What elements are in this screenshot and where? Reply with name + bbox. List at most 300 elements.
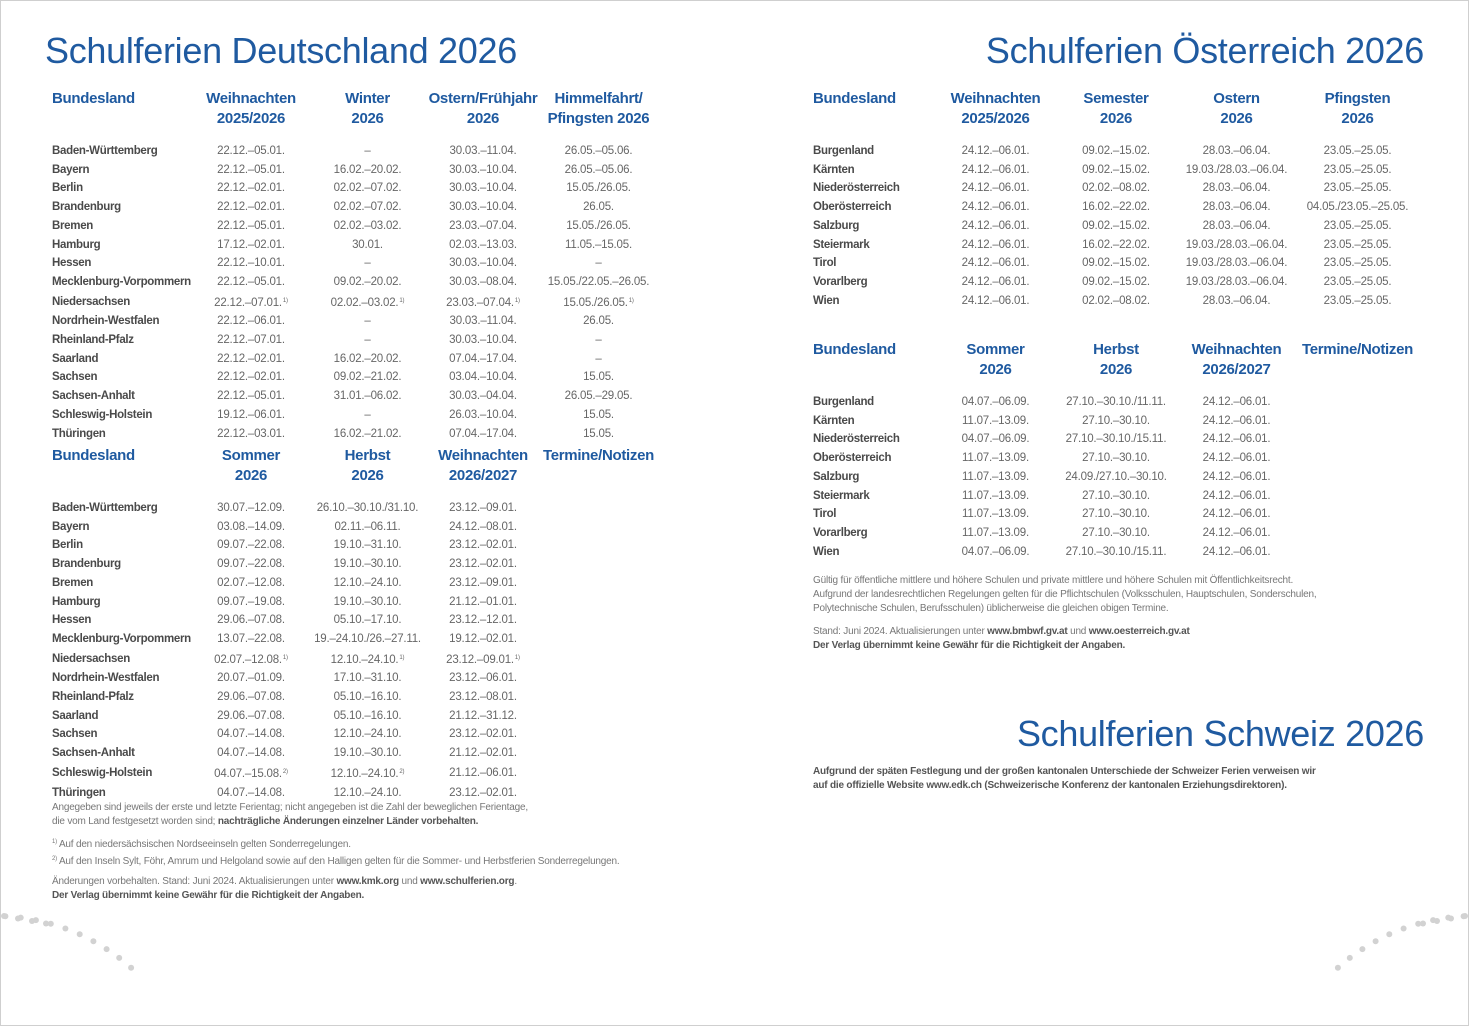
date-range-cell: [935, 217, 1056, 236]
table-row: [813, 468, 1418, 487]
date-range-cell: [935, 543, 1056, 562]
column-header: [425, 89, 541, 142]
cell-text: 21.12.–06.01.: [449, 766, 517, 779]
table-row: [813, 487, 1418, 506]
cell-text: 27.10.–30.10./15.11.: [1065, 545, 1167, 558]
cell-text: 22.12.–05.01.: [217, 163, 285, 176]
cell-text: 27.10.–30.10./11.11.: [1066, 396, 1166, 408]
column-header-text: Termine/Notizen: [1301, 341, 1414, 358]
column-header-text: Pfingsten 2026: [547, 110, 650, 127]
cell-text: Sachsen: [52, 371, 98, 384]
state-name-cell: [52, 649, 192, 670]
cell-text: 05.10.–16.10.: [333, 709, 402, 722]
date-range-cell: [192, 142, 310, 161]
date-range-cell: [192, 593, 310, 612]
cell-text: 23.05.–25.05.: [1323, 182, 1392, 195]
date-range-cell: [192, 425, 310, 444]
column-header-text: Termine/Notizen: [542, 447, 655, 464]
column-header-text: Bundesland: [52, 90, 135, 107]
date-range-cell: [541, 744, 656, 763]
decorative-dots-left: [0, 900, 140, 1026]
table-row: [52, 273, 656, 292]
date-range-cell: [1176, 273, 1297, 292]
switzerland-note-line: [813, 779, 1316, 793]
cell-text: 24.12.–06.01.: [1202, 414, 1271, 427]
cell-text: 23.12.–09.01.: [449, 576, 517, 589]
column-header-text: Pfingsten: [1324, 90, 1391, 107]
table-row: [52, 142, 656, 161]
date-range-cell: [310, 198, 425, 217]
cell-text: Thüringen: [52, 786, 106, 799]
cell-text: 02.02.–03.02.: [330, 296, 399, 309]
cell-text: 09.02.–15.02.: [1082, 275, 1150, 288]
date-range-cell: [310, 611, 425, 630]
cell-text: 02.11.–06.11.: [334, 520, 401, 533]
cell-text: 04.07.–06.09.: [961, 545, 1030, 558]
date-range-cell: [541, 707, 656, 726]
date-range-cell: [1297, 273, 1418, 292]
date-range-cell: [935, 198, 1056, 217]
cell-text: 04.05./23.05.–25.05.: [1306, 201, 1409, 214]
cell-text: Vorarlberg: [813, 526, 868, 539]
date-range-cell: [1176, 468, 1297, 487]
footnote-mark: 1): [514, 654, 520, 661]
cell-text: Sachsen-Anhalt: [52, 747, 135, 760]
cell-text: –: [364, 334, 371, 347]
cell-text: 19.03./28.03.–06.04.: [1185, 257, 1288, 270]
cell-text: Salzburg: [813, 470, 860, 483]
column-header-text: Weihnachten: [438, 447, 528, 464]
kmk-link[interactable]: www.kmk.org: [336, 876, 399, 887]
table-row: [52, 368, 656, 387]
cell-text: 24.12.–06.01.: [1202, 545, 1271, 558]
state-name-cell: [813, 468, 935, 487]
date-range-cell: [541, 254, 656, 273]
date-range-cell: [192, 368, 310, 387]
date-range-cell: [541, 312, 656, 331]
cell-text: 02.03.–13.03.: [449, 238, 517, 251]
date-range-cell: [425, 611, 541, 630]
note-text: Änderungen vorbehalten. Stand: Juni 2024. Aktualisierungen unter: [52, 876, 337, 887]
oesterreich-link[interactable]: www.oesterreich.gv.at: [1088, 626, 1190, 637]
cell-text: –: [364, 257, 371, 270]
date-range-cell: [310, 312, 425, 331]
table-row: [52, 688, 656, 707]
date-range-cell: [192, 744, 310, 763]
date-range-cell: [541, 611, 656, 630]
cell-text: 24.12.–06.01.: [961, 145, 1030, 157]
cell-text: 23.12.–06.01.: [449, 672, 517, 685]
date-range-cell: [1297, 543, 1418, 562]
date-range-cell: [1056, 198, 1176, 217]
date-range-cell: [1297, 505, 1418, 524]
bmbwf-link[interactable]: www.bmbwf.gv.at: [987, 626, 1068, 637]
date-range-cell: [1056, 142, 1176, 161]
cell-text: 19.03./28.03.–06.04.: [1185, 238, 1288, 251]
column-header-text: 2026/2027: [448, 467, 518, 484]
cell-text: 23.05.–25.05.: [1323, 219, 1392, 232]
cell-text: Hessen: [52, 257, 92, 270]
table-row: [813, 430, 1418, 449]
cell-text: –: [595, 334, 602, 347]
cell-text: 03.08.–14.09.: [217, 520, 285, 533]
decorative-dot: [104, 946, 110, 952]
cell-text: 12.10.–24.10.: [330, 767, 399, 780]
date-range-cell: [192, 784, 310, 803]
switzerland-title: Schulferien Schweiz 2026: [1016, 713, 1424, 754]
cell-text: 30.03.–04.04.: [449, 390, 517, 403]
state-name-cell: [813, 449, 935, 468]
date-range-cell: [425, 555, 541, 574]
cell-text: 30.03.–11.04.: [449, 145, 517, 157]
date-range-cell: [1056, 161, 1176, 180]
table-header-row: [813, 89, 1418, 142]
cell-text: 23.12.–09.01.: [449, 502, 517, 514]
cell-text: 20.07.–01.09.: [217, 672, 285, 685]
date-range-cell: [425, 292, 541, 313]
column-header-text: 2025/2026: [961, 110, 1030, 127]
column-header: [192, 89, 310, 142]
table-row: [52, 574, 656, 593]
date-range-cell: [425, 707, 541, 726]
date-range-cell: [310, 707, 425, 726]
cell-text: Oberösterreich: [813, 452, 892, 465]
date-range-cell: [310, 499, 425, 518]
date-range-cell: [425, 763, 541, 784]
date-range-cell: [310, 217, 425, 236]
cell-text: 21.12.–01.01.: [449, 595, 517, 608]
date-range-cell: [425, 198, 541, 217]
note-text: .: [514, 876, 517, 887]
cell-text: 28.03.–06.04.: [1202, 201, 1271, 214]
date-range-cell: [425, 217, 541, 236]
cell-text: 28.03.–06.04.: [1202, 294, 1271, 307]
cell-text: 16.02.–21.02.: [333, 427, 402, 440]
cell-text: 29.06.–07.08.: [217, 614, 285, 627]
cell-text: Steiermark: [813, 489, 870, 502]
column-header: [310, 446, 425, 499]
date-range-cell: [1176, 142, 1297, 161]
column-header: [1176, 340, 1297, 393]
state-name-cell: [813, 505, 935, 524]
column-header-text: Weihnachten: [950, 90, 1041, 107]
cell-text: Salzburg: [813, 219, 860, 232]
cell-text: 28.03.–06.04.: [1202, 219, 1271, 232]
column-header-text: Bundesland: [52, 447, 135, 464]
state-name-cell: [52, 574, 192, 593]
date-range-cell: [425, 350, 541, 369]
cell-text: 22.12.–10.01.: [217, 257, 285, 270]
cell-text: 15.05./26.05.: [563, 296, 628, 309]
footnote-text: Auf den Inseln Sylt, Föhr, Amrum und Helgoland sowie auf den Halligen gelten für die Sommer- und Herbstferien Sonderregelungen.: [56, 856, 620, 867]
cell-text: 26.05.–29.05.: [564, 390, 633, 403]
date-range-cell: [1056, 524, 1176, 543]
state-name-cell: [52, 142, 192, 161]
date-range-cell: [192, 179, 310, 198]
date-range-cell: [310, 555, 425, 574]
cell-text: 22.12.–05.01.: [217, 219, 285, 232]
cell-text: Schleswig-Holstein: [52, 766, 153, 779]
column-header-text: Bundesland: [813, 341, 896, 358]
date-range-cell: [425, 387, 541, 406]
date-range-cell: [935, 254, 1056, 273]
date-range-cell: [310, 593, 425, 612]
state-name-cell: [52, 725, 192, 744]
cell-text: 22.12.–05.01.: [217, 275, 285, 288]
date-range-cell: [935, 142, 1056, 161]
cell-text: 24.12.–06.01.: [1202, 508, 1271, 521]
decorative-dot: [1386, 931, 1392, 937]
date-range-cell: [935, 273, 1056, 292]
column-header: [1297, 340, 1418, 393]
date-range-cell: [310, 273, 425, 292]
cell-text: Bremen: [52, 576, 94, 589]
date-range-cell: [192, 273, 310, 292]
cell-text: Saarland: [52, 352, 99, 365]
date-range-cell: [541, 198, 656, 217]
column-header-text: 2026: [1099, 361, 1133, 378]
state-name-cell: [813, 273, 935, 292]
cell-text: 22.12.–02.01.: [217, 182, 285, 195]
cell-text: 22.12.–07.01.: [214, 296, 282, 309]
date-range-cell: [1176, 524, 1297, 543]
date-range-cell: [192, 254, 310, 273]
date-range-cell: [1056, 273, 1176, 292]
state-name-cell: [52, 536, 192, 555]
cell-text: 02.07.–12.08.: [214, 653, 282, 666]
cell-text: 09.02.–15.02.: [1082, 257, 1150, 270]
date-range-cell: [425, 368, 541, 387]
cell-text: Nordrhein-Westfalen: [52, 315, 160, 328]
column-header-text: Weihnachten: [1191, 341, 1282, 358]
date-range-cell: [192, 198, 310, 217]
date-range-cell: [310, 536, 425, 555]
date-range-cell: [425, 499, 541, 518]
cell-text: 02.02.–03.02.: [333, 219, 402, 232]
state-name-cell: [52, 217, 192, 236]
date-range-cell: [192, 518, 310, 537]
date-range-cell: [192, 630, 310, 649]
state-name-cell: [52, 406, 192, 425]
date-range-cell: [425, 236, 541, 255]
table-row: [52, 744, 656, 763]
date-range-cell: [541, 725, 656, 744]
column-header: [425, 446, 541, 499]
decorative-dot: [1347, 955, 1353, 961]
cell-text: 09.02.–15.02.: [1082, 145, 1150, 157]
date-range-cell: [1176, 179, 1297, 198]
table-row: [52, 725, 656, 744]
date-range-cell: [425, 574, 541, 593]
date-range-cell: [1297, 179, 1418, 198]
cell-text: 21.12.–02.01.: [449, 747, 517, 760]
cell-text: 24.12.–06.01.: [1202, 526, 1271, 539]
table-row: [813, 543, 1418, 562]
switzerland-text: auf die offizielle Website www.edk.ch (Schweizerische Konferenz der kantonalen Erziehungsdirektoren).: [813, 780, 1287, 791]
cell-text: 23.12.–02.01.: [449, 728, 517, 741]
cell-text: 28.03.–06.04.: [1202, 182, 1271, 195]
date-range-cell: [310, 574, 425, 593]
date-range-cell: [541, 574, 656, 593]
decorative-dot: [1, 913, 7, 919]
switzerland-note-line: [813, 765, 1316, 779]
table-row: [52, 312, 656, 331]
cell-text: Mecklenburg-Vorpommern: [52, 632, 191, 645]
cell-text: 02.02.–07.02.: [333, 182, 402, 195]
cell-text: 23.12.–08.01.: [449, 691, 517, 704]
cell-text: Bayern: [52, 163, 90, 176]
column-header: [192, 446, 310, 499]
cell-text: 09.07.–22.08.: [217, 539, 285, 552]
cell-text: 30.03.–10.04.: [449, 182, 517, 195]
germany-update-line: [52, 875, 619, 889]
cell-text: 15.05.: [583, 408, 614, 421]
table-row: [813, 142, 1418, 161]
state-name-cell: [52, 611, 192, 630]
column-header-text: 2025/2026: [216, 110, 286, 127]
germany-title: Schulferien Deutschland 2026: [45, 30, 517, 71]
cell-text: 27.10.–30.10.: [1082, 414, 1150, 427]
cell-text: 22.12.–06.01.: [217, 315, 285, 328]
cell-text: Vorarlberg: [813, 275, 868, 288]
date-range-cell: [541, 350, 656, 369]
cell-text: 07.04.–17.04.: [449, 427, 517, 440]
cell-text: 11.07.–13.09.: [962, 452, 1029, 465]
cell-text: 22.12.–02.01.: [217, 352, 285, 365]
table-row: [52, 555, 656, 574]
decorative-dot: [1373, 938, 1379, 944]
cell-text: –: [364, 145, 371, 157]
cell-text: 23.05.–25.05.: [1323, 294, 1392, 307]
cell-text: Saarland: [52, 709, 99, 722]
schulferien-link[interactable]: www.schulferien.org: [420, 876, 515, 887]
state-name-cell: [52, 707, 192, 726]
state-name-cell: [52, 387, 192, 406]
decorative-dot: [1359, 946, 1365, 952]
disclaimer-text: Der Verlag übernimmt keine Gewähr für die Richtigkeit der Angaben.: [52, 890, 365, 901]
date-range-cell: [425, 142, 541, 161]
cell-text: 05.10.–17.10.: [333, 614, 402, 627]
cell-text: 09.02.–15.02.: [1082, 219, 1150, 232]
cell-text: Berlin: [52, 182, 83, 195]
date-range-cell: [1176, 292, 1297, 311]
date-range-cell: [935, 236, 1056, 255]
column-header: [310, 89, 425, 142]
column-header: [1056, 340, 1176, 393]
decorative-dot: [15, 916, 21, 922]
cell-text: Niedersachsen: [52, 652, 130, 665]
cell-text: 30.07.–12.09.: [217, 502, 285, 514]
germany-notes: [52, 801, 619, 903]
cell-text: 28.03.–06.04.: [1202, 145, 1271, 157]
date-range-cell: [541, 292, 656, 313]
date-range-cell: [310, 688, 425, 707]
footnote-mark: 1): [282, 297, 288, 304]
cell-text: 22.12.–03.01.: [217, 427, 285, 440]
cell-text: Tirol: [813, 508, 837, 521]
date-range-cell: [310, 406, 425, 425]
column-header-text: Herbst: [344, 447, 391, 464]
cell-text: 24.12.–06.01.: [961, 182, 1030, 195]
table-row: [52, 499, 656, 518]
column-header-text: Himmelfahrt/: [554, 90, 643, 107]
cell-text: 23.03.–07.04.: [446, 296, 514, 309]
cell-text: 09.02.–15.02.: [1082, 163, 1150, 176]
date-range-cell: [1297, 217, 1418, 236]
cell-text: 21.12.–31.12.: [449, 709, 517, 722]
state-name-cell: [52, 555, 192, 574]
date-range-cell: [1297, 292, 1418, 311]
date-range-cell: [425, 312, 541, 331]
cell-text: 24.12.–06.01.: [1202, 452, 1271, 465]
date-range-cell: [425, 784, 541, 803]
date-range-cell: [310, 669, 425, 688]
table-row: [52, 179, 656, 198]
note-text: Stand: Juni 2024. Aktualisierungen unter: [813, 626, 988, 637]
cell-text: Rheinland-Pfalz: [52, 691, 134, 704]
date-range-cell: [425, 331, 541, 350]
cell-text: 11.07.–13.09.: [962, 470, 1029, 483]
date-range-cell: [1056, 449, 1176, 468]
date-range-cell: [1056, 412, 1176, 431]
cell-text: Kärnten: [813, 414, 855, 427]
date-range-cell: [425, 688, 541, 707]
date-range-cell: [1056, 254, 1176, 273]
date-range-cell: [1176, 449, 1297, 468]
table-row: [813, 449, 1418, 468]
cell-text: 04.07.–14.08.: [217, 747, 285, 760]
cell-text: 15.05.: [583, 427, 614, 440]
date-range-cell: [1297, 161, 1418, 180]
date-range-cell: [425, 669, 541, 688]
column-header-text: 2026: [1220, 110, 1253, 127]
date-range-cell: [310, 161, 425, 180]
table-header-row: [52, 89, 656, 142]
switzerland-text: Aufgrund der späten Festlegung und der großen kantonalen Unterschiede der Schweizer Ferien verweisen wir: [813, 766, 1316, 777]
date-range-cell: [310, 784, 425, 803]
cell-text: 11.07.–13.09.: [962, 414, 1029, 427]
footnote-mark: 1): [52, 839, 57, 845]
column-header-text: Weihnachten: [206, 90, 296, 107]
decorative-dot: [77, 931, 83, 937]
date-range-cell: [310, 725, 425, 744]
date-range-cell: [310, 763, 425, 784]
cell-text: 11.07.–13.09.: [962, 526, 1029, 539]
cell-text: 26.10.–30.10./31.10.: [316, 502, 419, 514]
footnote-mark: 1): [399, 297, 405, 304]
cell-text: 09.07.–19.08.: [217, 595, 285, 608]
cell-text: Sachsen: [52, 728, 98, 741]
cell-text: 27.10.–30.10.: [1082, 526, 1150, 539]
column-header-text: 2026: [1341, 110, 1374, 127]
germany-note-line: [52, 815, 619, 829]
cell-text: Bremen: [52, 219, 94, 232]
decorative-dot: [1335, 965, 1341, 971]
date-range-cell: [310, 630, 425, 649]
table-row: [813, 179, 1418, 198]
date-range-cell: [192, 555, 310, 574]
decorative-dot: [1420, 921, 1426, 927]
cell-text: 23.05.–25.05.: [1323, 257, 1392, 270]
date-range-cell: [192, 536, 310, 555]
date-range-cell: [935, 412, 1056, 431]
cell-text: 30.03.–11.04.: [449, 315, 517, 328]
date-range-cell: [541, 536, 656, 555]
cell-text: 11.07.–13.09.: [962, 489, 1029, 502]
column-header: [813, 89, 935, 142]
cell-text: 26.05.–05.06.: [564, 163, 633, 176]
cell-text: 24.12.–06.01.: [961, 163, 1030, 176]
